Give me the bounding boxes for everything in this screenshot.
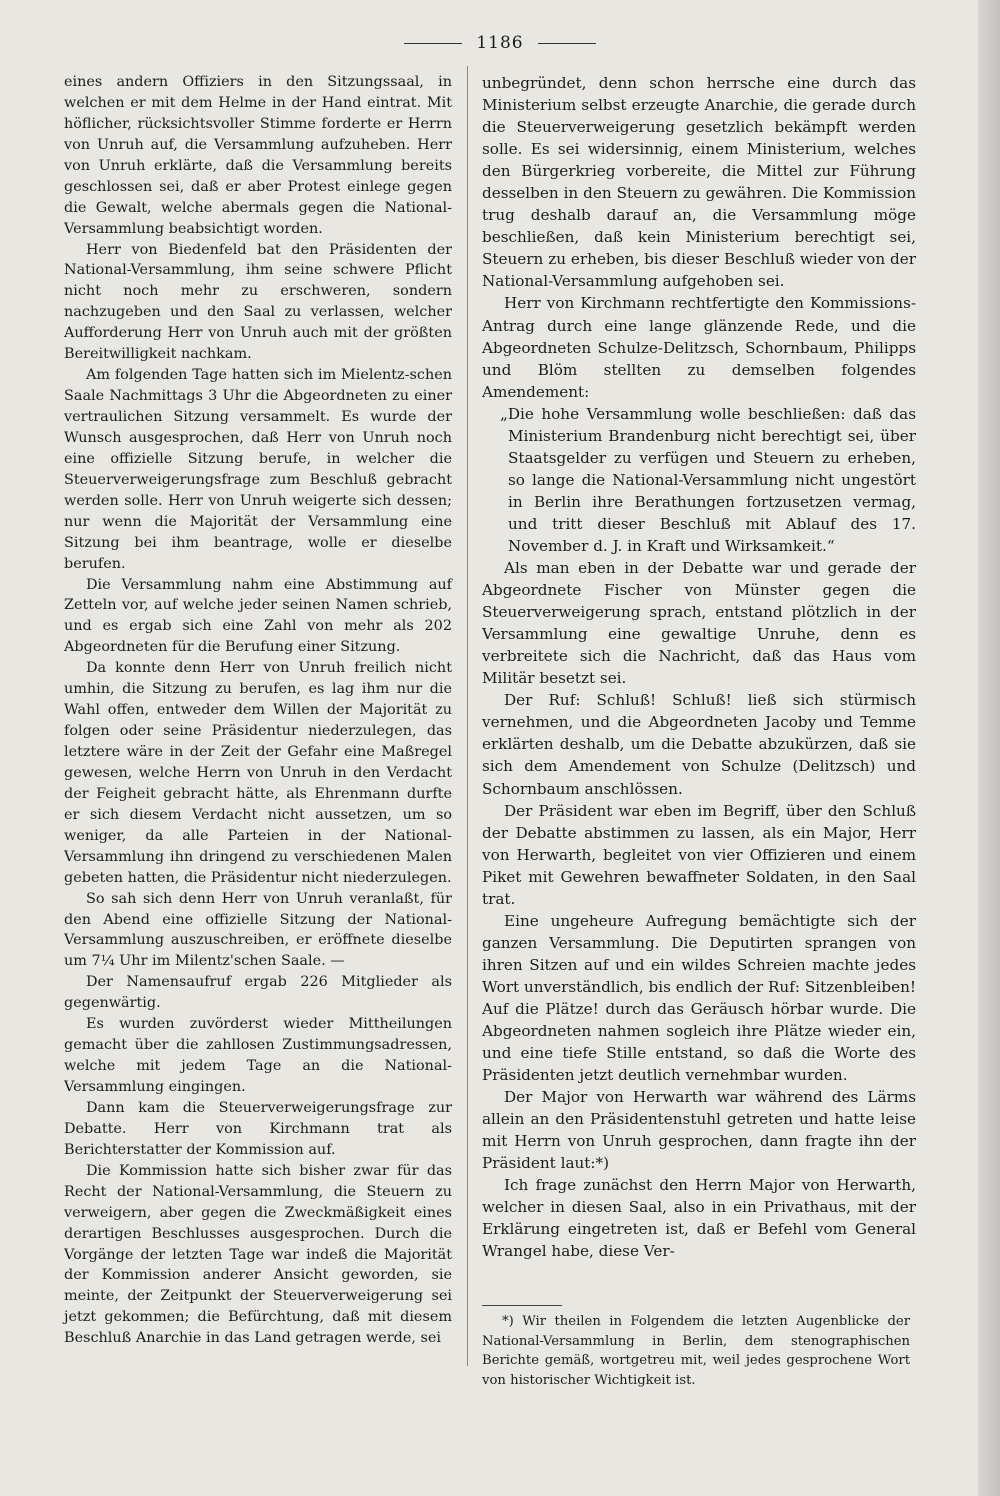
footnote — [482, 1312, 910, 1390]
paragraph: Herr von Kirchmann rechtfertigte den Kommissions-Antrag durch eine lange glänzende Rede, und die Abgeordneten Schulze-Delitzsch, Schornbaum, Philipps und Blöm stellten zu demselben folgendes Amendement: — [482, 294, 916, 401]
footnote-text: *) Wir theilen in Folgendem die letzten Augenblicke der National-Versammlung in Berlin, dem stenographischen Berichte gemäß, wortgetreu mit, weil jedes gesprochene Wort von historischer Wichtigkeit ist. — [482, 1314, 910, 1388]
paragraph: Der Ruf: Schluß! Schluß! ließ sich stürmisch vernehmen, und die Abgeordneten Jacoby und Temme erklärten deshalb, um die Debatte abzukürzen, daß sie sich dem Amendement von Schulze (Delitzsch) und Schornbaum anschlössen. — [482, 691, 916, 798]
paragraph: So sah sich denn Herr von Unruh veranlaßt, für den Abend eine offizielle Sitzung der National-Versammlung auszuschreiben, er eröffnete dieselbe um 7¼ Uhr im Milentz'schen Saale. — — [64, 890, 452, 970]
page-number: 1186 — [476, 33, 524, 53]
header-rule-left — [404, 43, 462, 44]
paragraph: unbegründet, denn schon herrsche eine durch das Ministerium selbst erzeugte Anarchie, die gerade durch die Steuerverweigerung gesetzlich bekämpft werden solle. Es sei widersinnig, einem Ministerium, welches den Bürgerkrieg vorbereite, die Mittel zur Führung desselben in den Steuern zu gewähren. Die Kommission trug deshalb darauf an, die Versammlung möge beschließen, daß kein Ministerium berechtigt sei, Steuern zu erheben, bis dieser Beschluß wieder von der National-Versammlung aufgehoben sei. — [482, 74, 916, 291]
left-column — [64, 72, 452, 1349]
header-rule-right — [538, 43, 596, 44]
paragraph: Herr von Biedenfeld bat den Präsidenten der National-Versammlung, ihm seine schwere Pflicht nicht noch mehr zu erschweren, sondern nachzugeben und den Saal zu verlassen, welcher Aufforderung Herr von Unruh auch mit der größten Bereitwilligkeit nachkam. — [64, 241, 452, 363]
page-header — [0, 30, 1000, 56]
paragraph: Als man eben in der Debatte war und gerade der Abgeordnete Fischer von Münster gegen die Steuerverweigerung sprach, entstand plötzlich in der Versammlung eine gewaltige Unruhe, denn es verbreitete sich die Nachricht, daß das Haus vom Militär besetzt sei. — [482, 559, 916, 688]
footnote-rule — [482, 1305, 562, 1306]
paragraph: Der Major von Herwarth war während des Lärms allein an den Präsidentenstuhl getreten und hatte leise mit Herrn von Unruh gesprochen, dann fragte ihn der Präsident laut:*) — [482, 1088, 916, 1173]
right-column — [482, 72, 916, 1263]
paragraph: Es wurden zuvörderst wieder Mittheilungen gemacht über die zahllosen Zustimmungsadressen, welche mit jedem Tage an die National-Versammlung eingingen. — [64, 1016, 452, 1095]
paragraph: Eine ungeheure Aufregung bemächtigte sich der ganzen Versammlung. Die Deputirten sprangen von ihren Sitzen auf und ein wildes Schreien machte jedes Wort unverständlich, bis endlich der Ruf: Sitzenbleiben! Auf die Plätze! durch das Geräusch hörbar wurde. Die Abgeordneten nahmen sogleich ihre Plätze wieder ein, und eine tiefe Stille entstand, so daß die Worte des Präsidenten jetzt deutlich vernehmbar wurden. — [482, 911, 916, 1085]
paragraph: Dann kam die Steuerverweigerungsfrage zur Debatte. Herr von Kirchmann trat als Berichterstatter der Kommission auf. — [64, 1099, 452, 1158]
page-edge-shadow — [978, 0, 1000, 1496]
paragraph: Die Versammlung nahm eine Abstimmung auf Zetteln vor, auf welche jeder seinen Namen schrieb, und es ergab sich eine Zahl von mehr als 202 Abgeordneten für die Berufung einer Sitzung. — [64, 576, 452, 656]
paragraph: Ich frage zunächst den Herrn Major von Herwarth, welcher in diesen Saal, also in ein Privathaus, mit der Erklärung eingetreten ist, daß er Befehl vom General Wrangel habe, diese Ver- — [482, 1176, 916, 1261]
paragraph: Der Präsident war eben im Begriff, über den Schluß der Debatte abstimmen zu lassen, als ein Major, Herr von Herwarth, begleitet von vier Offizieren und einem Piket mit Gewehren bewaffneter Soldaten, in den Saal trat. — [482, 801, 916, 908]
paragraph: eines andern Offiziers in den Sitzungssaal, in welchen er mit dem Helme in der Hand eintrat. Mit höflicher, rücksichtsvoller Stimme forderte er Herrn von Unruh auf, die Versammlung aufzuheben. Herr von Unruh erklärte, daß die Versammlung bereits geschlossen sei, daß er aber Protest einlege gegen die Gewalt, welche abermals gegen die National-Versammlung beabsichtigt worden. — [64, 74, 452, 237]
paragraph: Da konnte denn Herr von Unruh freilich nicht umhin, die Sitzung zu berufen, es lag ihm nur die Wahl offen, entweder dem Willen der Majorität zu folgen oder seine Präsidentur niederzulegen, das letztere wäre in der Zeit der Gefahr eine Maßregel gewesen, welche Herrn von Unruh in den Verdacht der Feigheit gebracht hätte, als Ehrenmann durfte er sich diesem Verdacht nicht aussetzen, um so weniger, da alle Parteien in der National-Versammlung ihn dringend zu verschiedenen Malen gebeten hatten, die Präsidentur nicht niederzulegen. — [64, 660, 452, 886]
paragraph: Am folgenden Tage hatten sich im Mielentz-schen Saale Nachmittags 3 Uhr die Abgeordneten zu einer vertraulichen Sitzung versammelt. Es wurde der Wunsch ausgesprochen, daß Herr von Unruh noch eine offizielle Sitzung berufe, in welcher die Steuerverweigerungsfrage zum Beschluß gebracht werden solle. Herr von Unruh weigerte sich dessen; nur wenn die Majorität der Versammlung eine Sitzung bei ihm beantrage, wolle er dieselbe berufen. — [64, 367, 452, 572]
paragraph: Der Namensaufruf ergab 226 Mitglieder als gegenwärtig. — [64, 974, 452, 1012]
paragraph: Die Kommission hatte sich bisher zwar für das Recht der National-Versammlung, die Steuern zu verweigern, aber gegen die Zweckmäßigkeit eines derartigen Beschlusses ausgesprochen. Durch die Vorgänge der letzten Tage war indeß die Majorität der Kommission anderer Ansicht geworden, sie meinte, der Zeitpunkt der Steuerverweigerung sei jetzt gekommen; die Befürchtung, daß mit diesem Beschluß Anarchie in das Land getragen werde, sei — [64, 1162, 452, 1347]
column-divider — [467, 66, 468, 1366]
amendment-quote: „Die hohe Versammlung wolle beschließen: daß das Ministerium Brandenburg nicht berechtigt sei, über Staatsgelder zu verfügen und Steuern zu erheben, so lange die National-Versammlung nicht ungestört in Berlin ihre Berathungen fortzusetzen vermag, und tritt dieser Beschluß mit Ablauf des 17. November d. J. in Kraft und Wirksamkeit.“ — [500, 404, 916, 555]
